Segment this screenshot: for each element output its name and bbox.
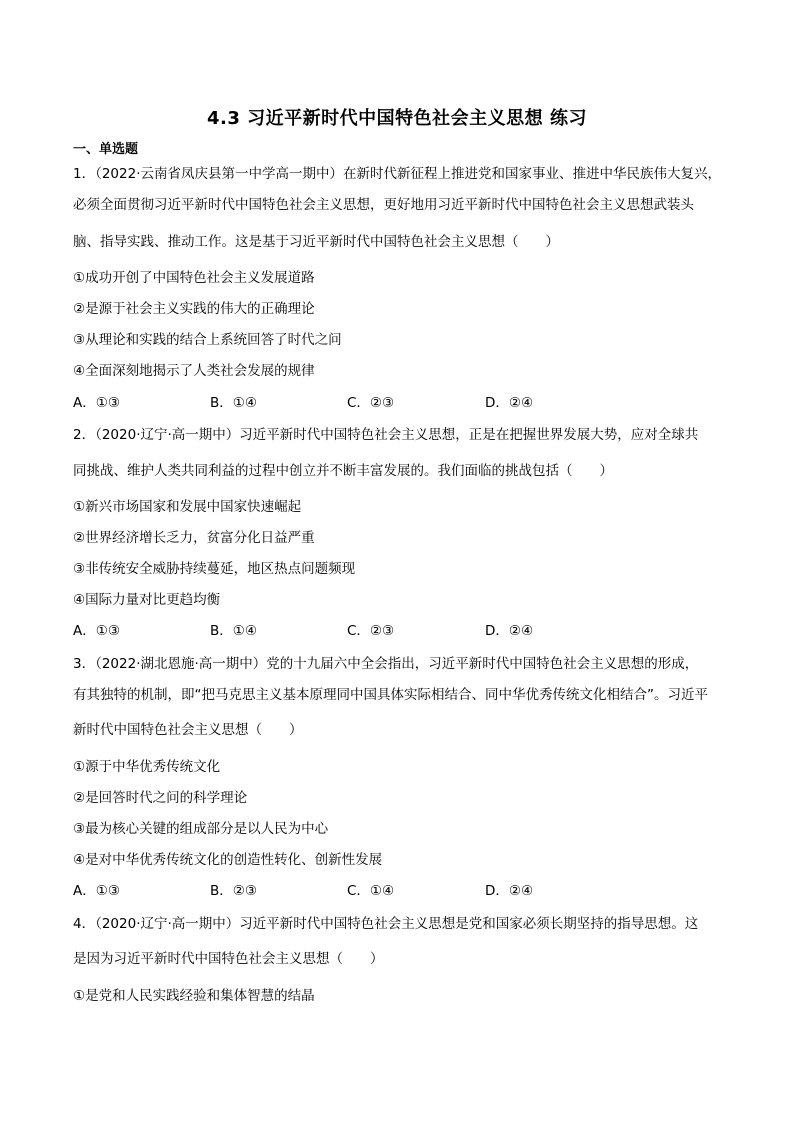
- question-2-item-4: ④国际力量对比更趋均衡: [73, 592, 221, 608]
- question-2-option-d: D．②④: [485, 623, 534, 639]
- question-3-item-2: ②是回答时代之问的科学理论: [73, 790, 248, 806]
- question-2-option-b: B．①④: [210, 623, 257, 639]
- question-2-option-a: A．①③: [73, 623, 120, 639]
- question-4-stem-line-1: 4．（2020·辽宁·高一期中）习近平新时代中国特色社会主义思想是党和国家必须长期坚持的指导思想。这: [73, 916, 699, 932]
- question-4-stem-line-2: 是因为习近平新时代中国特色社会主义思想（ ）: [73, 951, 384, 967]
- question-1-option-c: C．②③: [347, 395, 395, 411]
- question-1-item-3: ③从理论和实践的结合上系统回答了时代之问: [73, 332, 342, 348]
- question-1-stem-line-1: 1．（2022·云南省凤庆县第一中学高一期中）在新时代新征程上推进党和国家事业、推进中华民族伟大复兴，: [73, 166, 721, 182]
- question-3-item-1: ①源于中华优秀传统文化: [73, 759, 221, 775]
- question-1-stem-line-3: 脑、指导实践、推动工作。这是基于习近平新时代中国特色社会主义思想（ ）: [73, 234, 559, 250]
- question-3-option-b: B．②③: [210, 883, 257, 899]
- question-1-item-2: ②是源于社会主义实践的伟大的正确理论: [73, 301, 315, 317]
- question-3-stem-line-2: 有其独特的机制，即“把马克思主义基本原理同中国具体实际相结合、同中华优秀传统文化相结合”。习近平: [73, 687, 708, 703]
- question-1-item-4: ④全面深刻地揭示了人类社会发展的规律: [73, 363, 315, 379]
- question-2-item-3: ③非传统安全威胁持续蔓延，地区热点问题频现: [73, 561, 356, 577]
- question-3-option-a: A．①③: [73, 883, 120, 899]
- section-heading: 一、单选题: [73, 142, 139, 157]
- question-4-item-1: ①是党和人民实践经验和集体智慧的结晶: [73, 988, 315, 1004]
- question-2-option-c: C．②③: [347, 623, 395, 639]
- question-3-option-d: D．②④: [485, 883, 534, 899]
- question-2-stem-line-2: 同挑战、维护人类共同利益的过程中创立并不断丰富发展的。我们面临的挑战包括（ ）: [73, 463, 613, 479]
- question-1-option-d: D．②④: [485, 395, 534, 411]
- question-2-item-1: ①新兴市场国家和发展中国家快速崛起: [73, 499, 302, 515]
- question-1-option-b: B．①④: [210, 395, 257, 411]
- question-3-stem-line-3: 新时代中国特色社会主义思想（ ）: [73, 722, 303, 738]
- question-2-stem-line-1: 2．（2020·辽宁·高一期中）习近平新时代中国特色社会主义思想，正是在把握世界发展大势，应对全球共: [73, 427, 699, 443]
- question-3-item-4: ④是对中华优秀传统文化的创造性转化、创新性发展: [73, 852, 383, 868]
- question-1-stem-line-2: 必须全面贯彻习近平新时代中国特色社会主义思想，更好地用习近平新时代中国特色社会主义思想武装头: [73, 197, 694, 213]
- question-1-item-1: ①成功开创了中国特色社会主义发展道路: [73, 270, 315, 286]
- question-3-stem-line-1: 3．（2022·湖北恩施·高一期中）党的十九届六中全会指出，习近平新时代中国特色社会主义思想的形成，: [73, 656, 699, 672]
- question-3-item-3: ③最为核心关键的组成部分是以人民为中心: [73, 821, 329, 837]
- question-2-item-2: ②世界经济增长乏力，贫富分化日益严重: [73, 530, 315, 546]
- page-title: 4.3 习近平新时代中国特色社会主义思想 练习: [207, 108, 587, 129]
- question-3-option-c: C．①④: [347, 883, 395, 899]
- question-1-option-a: A．①③: [73, 395, 120, 411]
